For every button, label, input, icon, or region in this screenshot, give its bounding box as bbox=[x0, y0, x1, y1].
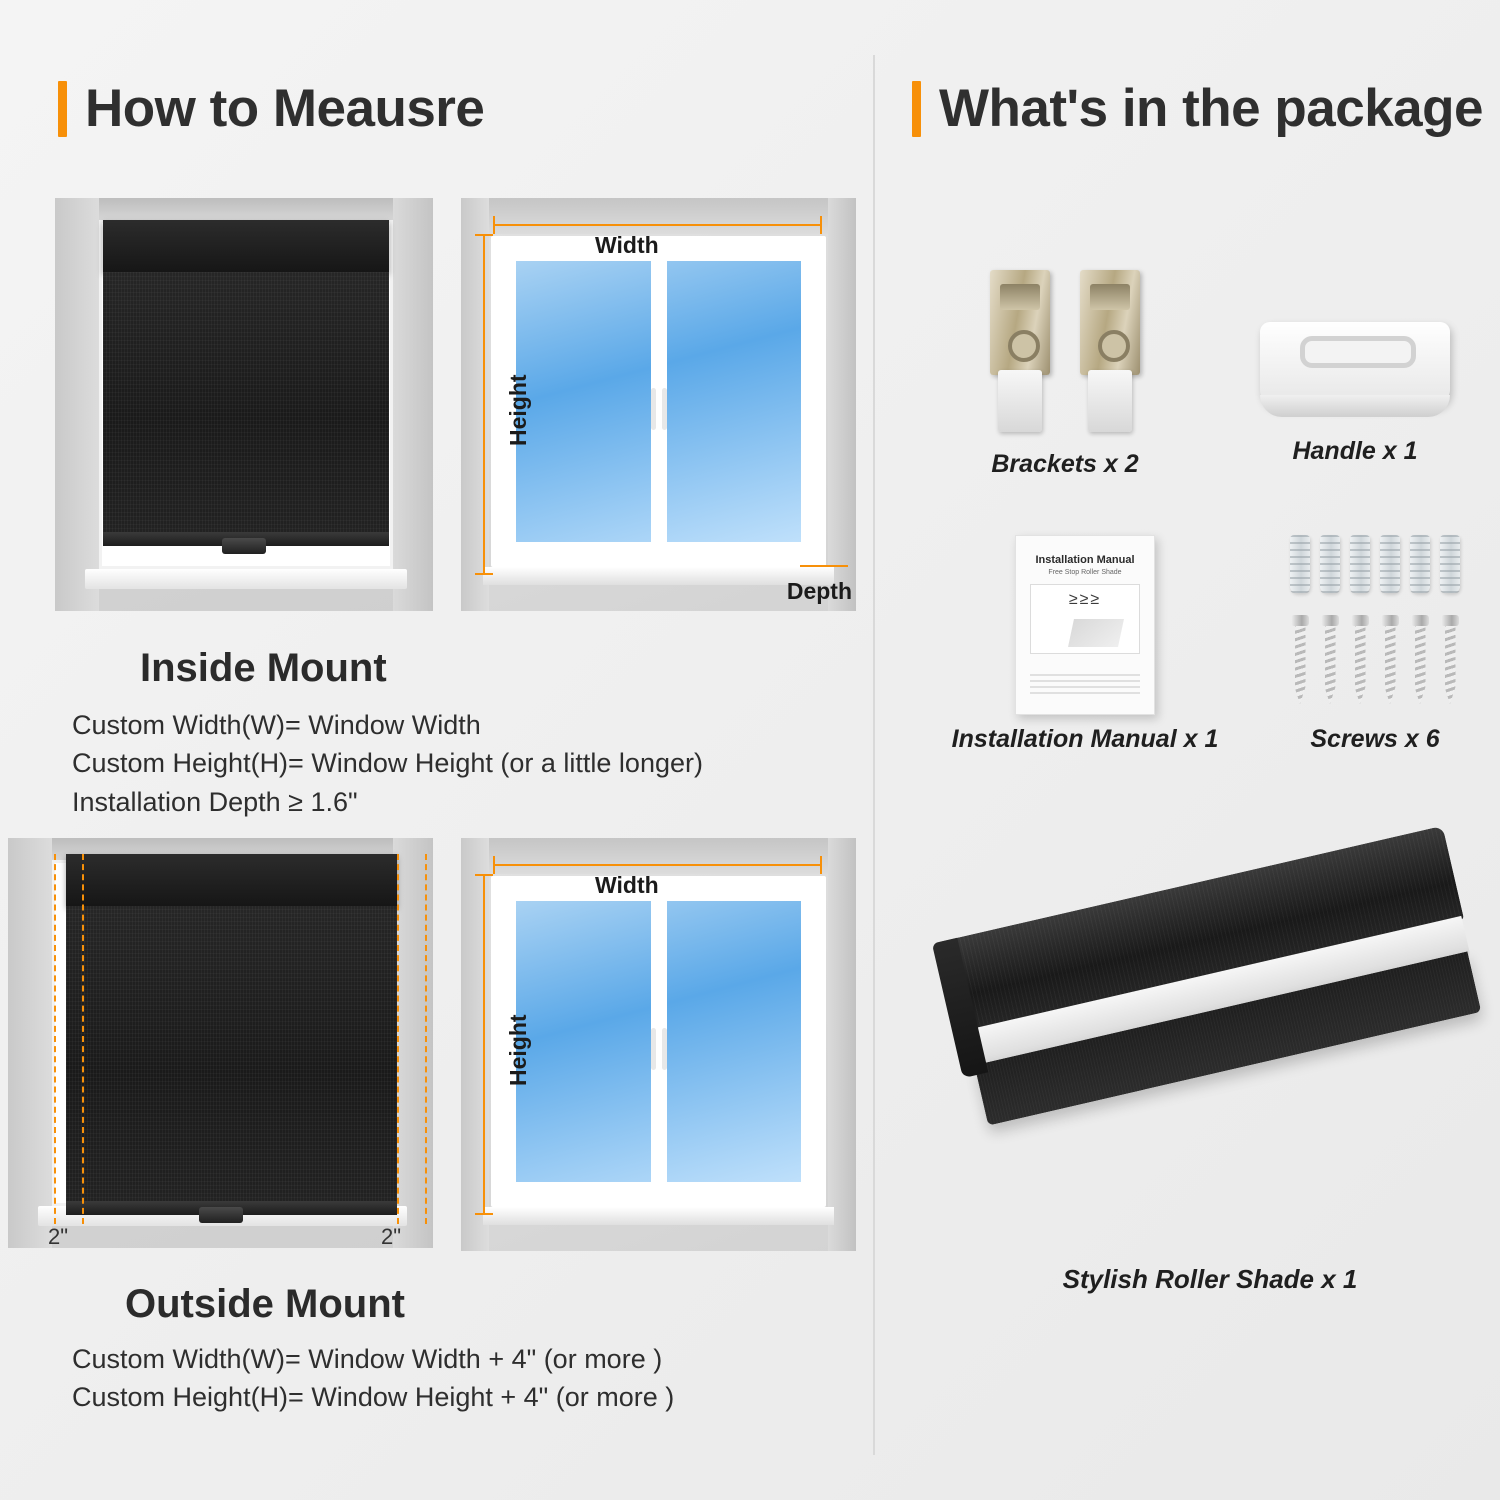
wall-top bbox=[55, 198, 433, 220]
window-frame bbox=[491, 876, 826, 1207]
brackets-illustration bbox=[940, 270, 1190, 440]
shade-fabric bbox=[66, 906, 397, 1206]
overhang-guide-right-outer bbox=[425, 854, 427, 1224]
right-section-heading bbox=[912, 78, 1483, 139]
roller-shade-body bbox=[936, 826, 1491, 1152]
manual-cover-diagram bbox=[1030, 584, 1140, 654]
window-sill bbox=[85, 569, 407, 589]
height-cap-top bbox=[475, 234, 493, 236]
bracket-metal-body bbox=[990, 270, 1050, 375]
screw-icon bbox=[1351, 615, 1369, 707]
width-arrow bbox=[493, 864, 822, 866]
manual-cover-title: Installation Manual bbox=[1035, 554, 1135, 566]
bracket-white-plate bbox=[998, 370, 1042, 432]
inside-mount-measurement-diagram bbox=[461, 198, 856, 611]
roller-shade-illustration bbox=[930, 880, 1490, 1250]
overhang-guide-right bbox=[397, 854, 399, 1224]
height-cap-bottom bbox=[475, 573, 493, 575]
overhang-guide-left bbox=[54, 854, 56, 1224]
width-arrow bbox=[493, 224, 822, 226]
wall-anchors-illustration bbox=[1245, 535, 1500, 597]
roller-shade-label: Stylish Roller Shade x 1 bbox=[1062, 1264, 1358, 1294]
accent-bar-icon bbox=[912, 81, 921, 137]
window-frame bbox=[491, 236, 826, 567]
package-item-roller-shade bbox=[930, 880, 1490, 1295]
left-section-heading bbox=[58, 78, 484, 139]
shade-valance bbox=[66, 854, 397, 906]
outside-mount-spec-list bbox=[72, 1340, 674, 1417]
wall-left bbox=[8, 838, 52, 1248]
window-handle-icon bbox=[650, 1028, 668, 1070]
height-arrow bbox=[483, 234, 485, 575]
inside-mount-line-3: Installation Depth ≥ 1.6" bbox=[72, 786, 358, 817]
screw-icon bbox=[1381, 615, 1399, 707]
outside-mount-title: Outside Mount bbox=[125, 1282, 405, 1326]
height-cap-top bbox=[475, 874, 493, 876]
package-item-handle bbox=[1240, 300, 1470, 466]
screw-icon bbox=[1441, 615, 1459, 707]
bracket-metal-body bbox=[1080, 270, 1140, 375]
width-cap-right bbox=[820, 216, 822, 234]
wall-right bbox=[393, 838, 433, 1248]
wall-anchor-icon bbox=[1320, 535, 1340, 593]
inside-mount-line-2: Custom Height(H)= Window Height (or a little longer) bbox=[72, 748, 703, 779]
shade-pull-handle bbox=[222, 538, 266, 554]
handle-illustration bbox=[1260, 322, 1450, 407]
accent-bar-icon bbox=[58, 81, 67, 137]
shade-fabric bbox=[103, 272, 389, 537]
bracket-left-icon bbox=[984, 270, 1056, 435]
window-handle-icon bbox=[650, 388, 668, 430]
left-heading-text: How to Meausre bbox=[85, 79, 485, 138]
wall-top bbox=[461, 838, 856, 874]
bracket-right-icon bbox=[1074, 270, 1146, 435]
inside-mount-spec-list bbox=[72, 706, 703, 821]
manual-cover-subtitle: Free Stop Roller Shade bbox=[1048, 569, 1122, 576]
depth-label: Depth bbox=[786, 578, 852, 604]
height-label: Height bbox=[505, 374, 531, 446]
handle-label: Handle x 1 bbox=[1292, 437, 1418, 465]
screw-icon bbox=[1411, 615, 1429, 707]
overhang-right-label: 2" bbox=[380, 1224, 401, 1248]
manual-illustration bbox=[1015, 535, 1155, 715]
right-heading-text: What's in the package bbox=[939, 79, 1484, 138]
screw-icon bbox=[1321, 615, 1339, 707]
height-arrow bbox=[483, 874, 485, 1215]
package-item-brackets bbox=[940, 270, 1190, 479]
height-cap-bottom bbox=[475, 1213, 493, 1215]
outside-mount-line-1: Custom Width(W)= Window Width + 4" (or more ) bbox=[72, 1344, 663, 1374]
overhang-left-label: 2" bbox=[48, 1224, 69, 1248]
overhang-guide-left-inner bbox=[82, 854, 84, 1224]
wall-left bbox=[55, 198, 99, 611]
inside-mount-title: Inside Mount bbox=[140, 646, 387, 690]
width-cap-right bbox=[820, 856, 822, 874]
wall-top bbox=[461, 198, 856, 234]
width-label: Width bbox=[595, 872, 659, 898]
inside-mount-shade-photo bbox=[55, 198, 433, 611]
column-divider bbox=[873, 55, 875, 1455]
wall-anchor-icon bbox=[1410, 535, 1430, 593]
wall-anchor-icon bbox=[1290, 535, 1310, 593]
window-sill bbox=[483, 1207, 834, 1225]
height-label: Height bbox=[505, 1014, 531, 1086]
wall-right bbox=[393, 198, 433, 611]
shade-pull-handle bbox=[199, 1207, 243, 1223]
manual-label: Installation Manual x 1 bbox=[951, 725, 1219, 753]
bracket-white-plate bbox=[1088, 370, 1132, 432]
wall-right bbox=[828, 198, 856, 611]
wall-right bbox=[828, 838, 856, 1251]
depth-arrow bbox=[800, 565, 848, 567]
width-cap-left bbox=[493, 216, 495, 234]
inside-mount-figures bbox=[55, 198, 856, 611]
wall-anchor-icon bbox=[1350, 535, 1370, 593]
package-item-screws bbox=[1245, 535, 1500, 754]
outside-mount-line-2: Custom Height(H)= Window Height + 4" (or more ) bbox=[72, 1382, 675, 1413]
window-sill bbox=[483, 567, 834, 585]
outside-mount-shade-photo bbox=[8, 838, 433, 1248]
screws-label: Screws x 6 bbox=[1310, 725, 1440, 753]
inside-mount-line-1: Custom Width(W)= Window Width bbox=[72, 710, 481, 740]
wall-anchor-icon bbox=[1440, 535, 1460, 593]
package-item-manual bbox=[945, 535, 1225, 754]
screws-illustration bbox=[1245, 615, 1500, 707]
wall-anchor-icon bbox=[1380, 535, 1400, 593]
width-cap-left bbox=[493, 856, 495, 874]
width-label: Width bbox=[595, 232, 659, 258]
outside-mount-figures bbox=[8, 838, 856, 1251]
screw-icon bbox=[1291, 615, 1309, 707]
outside-mount-measurement-diagram bbox=[461, 838, 856, 1251]
manual-cover-text-lines bbox=[1030, 674, 1140, 698]
brackets-label: Brackets x 2 bbox=[991, 450, 1139, 478]
shade-valance bbox=[103, 220, 389, 272]
